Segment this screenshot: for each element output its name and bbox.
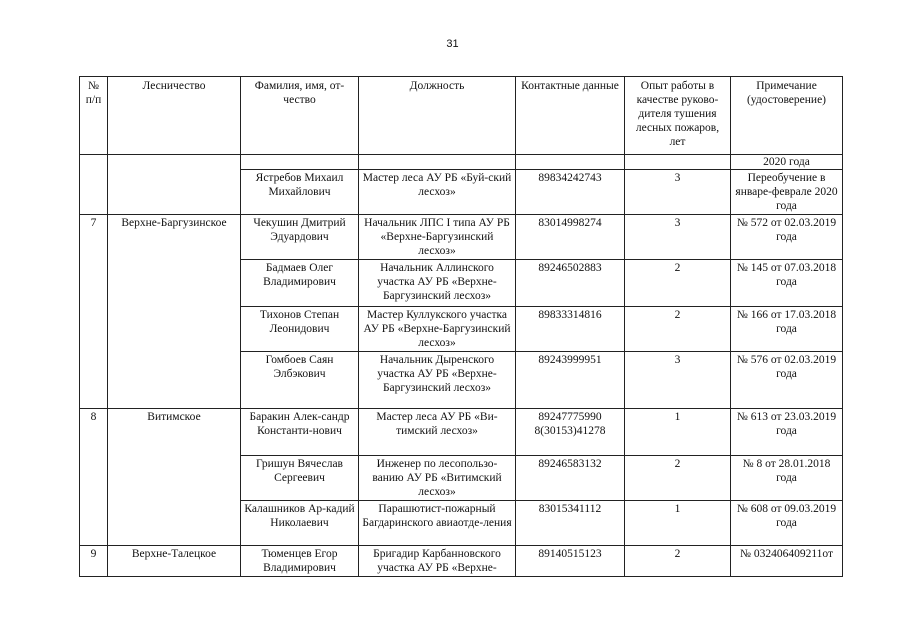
cell-experience: 1 — [625, 501, 731, 546]
fire-chiefs-table — [79, 76, 843, 577]
cell-experience — [625, 155, 731, 170]
table-row — [80, 409, 843, 456]
cell-num: 9 — [80, 546, 108, 577]
cell-note: № 572 от 02.03.2019 года — [731, 215, 843, 260]
cell-position: Бригадир Карбанновского участка АУ РБ «Верхне- — [359, 546, 516, 577]
cell-position: Мастер Куллукского участка АУ РБ «Верхне-Баргузинский лесхоз» — [359, 307, 516, 352]
cell-position: Начальник Аллинского участка АУ РБ «Верхне-Баргузинский лесхоз» — [359, 260, 516, 307]
page-number: 31 — [446, 38, 459, 50]
cell-forestry: Витимское — [108, 409, 241, 546]
cell-position: Начальник ЛПС I типа АУ РБ «Верхне-Баргузинский лесхоз» — [359, 215, 516, 260]
cell-note: № 613 от 23.03.2019 года — [731, 409, 843, 456]
header-contacts: Контактные данные — [516, 77, 625, 155]
cell-position: Парашютист-пожарный Багдаринского авиаотде-ления — [359, 501, 516, 546]
table-row — [80, 546, 843, 577]
cell-experience: 1 — [625, 409, 731, 456]
cell-experience: 3 — [625, 215, 731, 260]
cell-num: 8 — [80, 409, 108, 546]
cell-note: № 145 от 07.03.2018 года — [731, 260, 843, 307]
table-row — [80, 215, 843, 260]
cell-note: 2020 года — [731, 155, 843, 170]
cell-name — [241, 155, 359, 170]
cell-note: № 608 от 09.03.2019 года — [731, 501, 843, 546]
cell-note: № 8 от 28.01.2018 года — [731, 456, 843, 501]
cell-name: Чекушин Дмитрий Эдуардович — [241, 215, 359, 260]
cell-name: Калашников Ар-кадий Николаевич — [241, 501, 359, 546]
cell-position: Инженер по лесопользо-ванию АУ РБ «Витимский лесхоз» — [359, 456, 516, 501]
cell-note: № 032406409211от — [731, 546, 843, 577]
cell-position: Мастер леса АУ РБ «Ви-тимский лесхоз» — [359, 409, 516, 456]
cell-contacts: 89140515123 — [516, 546, 625, 577]
cell-experience: 2 — [625, 307, 731, 352]
cell-num — [80, 155, 108, 215]
cell-experience: 3 — [625, 170, 731, 215]
cell-position — [359, 155, 516, 170]
cell-contacts: 83015341112 — [516, 501, 625, 546]
cell-contacts: 89834242743 — [516, 170, 625, 215]
cell-forestry: Верхне-Талецкое — [108, 546, 241, 577]
header-position: Должность — [359, 77, 516, 155]
cell-contacts — [516, 155, 625, 170]
header-experience: Опыт работы в качестве руково-дителя тушения лесных пожаров, лет — [625, 77, 731, 155]
cell-contacts: 89247775990 8(30153)41278 — [516, 409, 625, 456]
cell-position: Начальник Дыренского участка АУ РБ «Верхне-Баргузинский лесхоз» — [359, 352, 516, 409]
cell-name: Ястребов Михаил Михайлович — [241, 170, 359, 215]
cell-contacts: 83014998274 — [516, 215, 625, 260]
cell-name: Бадмаев Олег Владимирович — [241, 260, 359, 307]
cell-experience: 3 — [625, 352, 731, 409]
header-row — [80, 77, 843, 155]
cell-position: Мастер леса АУ РБ «Буй-ский лесхоз» — [359, 170, 516, 215]
cell-name: Баракин Алек-сандр Константи-нович — [241, 409, 359, 456]
cell-name: Тюменцев Егор Владимирович — [241, 546, 359, 577]
header-forestry: Лесничество — [108, 77, 241, 155]
header-name: Фамилия, имя, от-чество — [241, 77, 359, 155]
cell-experience: 2 — [625, 456, 731, 501]
table-row — [80, 155, 843, 170]
cell-name: Гришун Вячеслав Сергеевич — [241, 456, 359, 501]
cell-contacts: 89243999951 — [516, 352, 625, 409]
cell-name: Тихонов Степан Леонидович — [241, 307, 359, 352]
cell-note: № 576 от 02.03.2019 года — [731, 352, 843, 409]
header-note: Примечание (удостоверение) — [731, 77, 843, 155]
cell-contacts: 89246502883 — [516, 260, 625, 307]
cell-experience: 2 — [625, 260, 731, 307]
cell-forestry: Верхне-Баргузинское — [108, 215, 241, 409]
cell-forestry — [108, 155, 241, 215]
cell-contacts: 89246583132 — [516, 456, 625, 501]
cell-num: 7 — [80, 215, 108, 409]
cell-experience: 2 — [625, 546, 731, 577]
cell-note: Переобучение в январе-феврале 2020 года — [731, 170, 843, 215]
cell-name: Гомбоев Саян Элбэкович — [241, 352, 359, 409]
cell-note: № 166 от 17.03.2018 года — [731, 307, 843, 352]
cell-contacts: 89833314816 — [516, 307, 625, 352]
header-num: № п/п — [80, 77, 108, 155]
